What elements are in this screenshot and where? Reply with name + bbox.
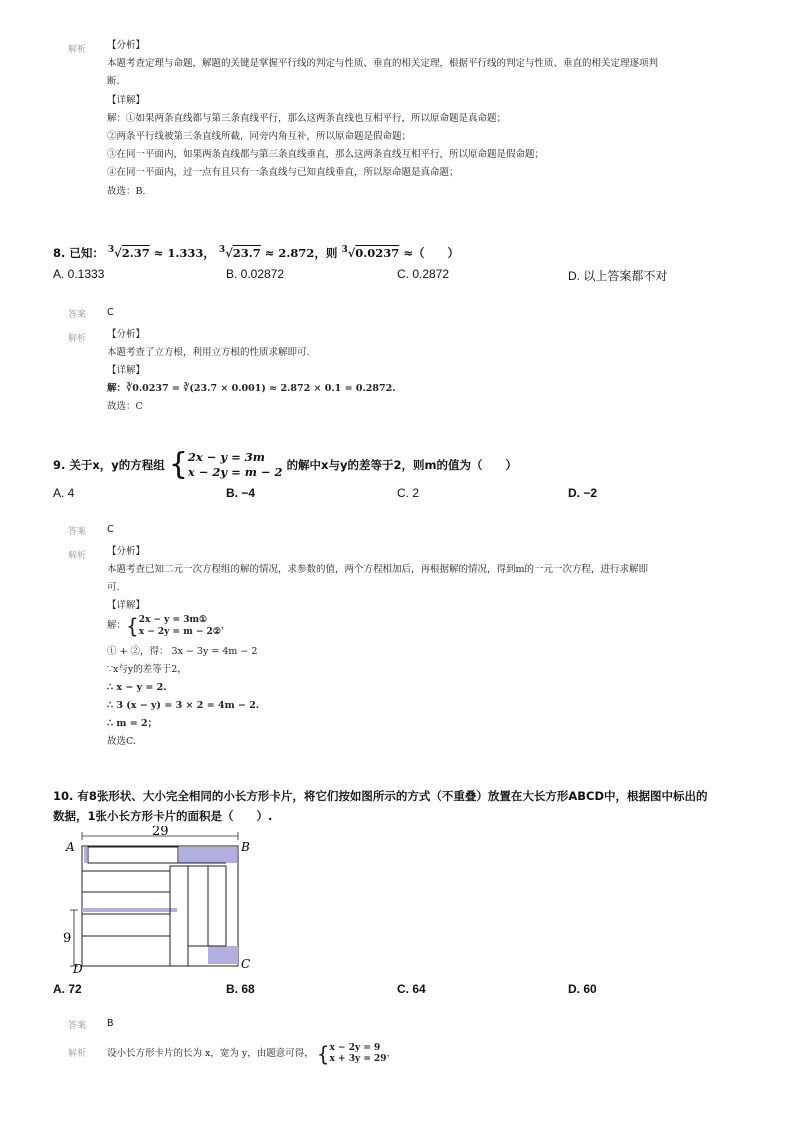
top-analysis-line: 本题考查定理与命题，解题的关键是掌握平行线的判定与性质、垂直的相关定理，根据平行线的判定与性质、垂直的相关定理逐项判 bbox=[107, 58, 659, 69]
q9-analysis-line: 【分析】 bbox=[107, 546, 146, 557]
q9-option-c[interactable]: C. 2 bbox=[397, 486, 420, 500]
q9-detail-line: 【详解】 bbox=[107, 600, 146, 611]
top-length-label: 29 bbox=[152, 826, 169, 839]
q10-option-b[interactable]: B. 68 bbox=[226, 982, 255, 996]
q9-step: ∴ 3 (x − y) = 3 × 2 = 4m − 2. bbox=[107, 700, 260, 711]
q9-analysis-line: 可. bbox=[107, 582, 120, 593]
q8-answer: C bbox=[107, 307, 114, 318]
q9-option-a[interactable]: A. 4 bbox=[53, 486, 75, 500]
question-8-stem: 8. 已知： $^3$√2.37 ≈ 1.333， $^3$√23.7 ≈ 2.872，则 $^3$√0.0237 ≈（ ） bbox=[53, 245, 459, 260]
top-detail-line: ②两条平行线被第三条直线所截，同旁内角互补，所以原命题是假命题； bbox=[107, 131, 412, 142]
top-analysis-line: 断. bbox=[107, 76, 120, 87]
q8-option-c[interactable]: C. 0.2872 bbox=[397, 267, 450, 281]
analysis-label: 解析 bbox=[68, 45, 87, 55]
top-detail-line: ④在同一平面内，过一点有且只有一条直线与已知直线垂直，所以原命题是真命题； bbox=[107, 167, 459, 178]
top-detail-line: 解：①如果两条直线都与第三条直线平行，那么这两条直线也互相平行，所以原命题是真命题； bbox=[107, 113, 507, 124]
vertex-c-label: C bbox=[241, 957, 250, 971]
q9-step: ① + ②，得： 3x − 3y = 4m − 2 bbox=[107, 646, 258, 657]
answer-label: 答案 bbox=[68, 1021, 87, 1031]
top-detail-line: 【详解】 bbox=[107, 95, 146, 106]
vertex-a-label: A bbox=[66, 840, 75, 854]
q10-answer: B bbox=[107, 1018, 114, 1029]
shaded-region bbox=[84, 847, 87, 863]
q8-conclusion: 故选：C bbox=[107, 401, 143, 412]
q8-option-d[interactable]: D. 以上答案都不对 bbox=[568, 269, 668, 283]
q9-option-b[interactable]: B. −4 bbox=[226, 486, 256, 500]
shaded-region bbox=[82, 908, 177, 912]
q9-conclusion: 故选C. bbox=[107, 736, 136, 747]
shaded-region bbox=[208, 946, 238, 964]
top-analysis-line: 【分析】 bbox=[107, 40, 146, 51]
rectangle-figure bbox=[60, 826, 250, 974]
q8-option-a[interactable]: A. 0.1333 bbox=[53, 267, 105, 281]
q9-analysis-line: 本题考查已知二元一次方程组的解的情况，求参数的值，两个方程相加后，再根据解的情况，得到m的一元一次方程，进行求解即 bbox=[107, 564, 649, 575]
vertex-d-label: D bbox=[73, 962, 83, 974]
q9-step: ∴ m = 2； bbox=[107, 718, 158, 729]
q10-option-a[interactable]: A. 72 bbox=[53, 982, 82, 996]
top-conclusion: 故选：B. bbox=[107, 186, 146, 197]
answer-label: 答案 bbox=[68, 527, 87, 537]
q8-analysis-line: 【分析】 bbox=[107, 329, 146, 340]
q10-solution: 设小长方形卡片的长为 x，宽为 y，由题意可得， {x − 2y = 9 x + 3y = 29， bbox=[107, 1042, 397, 1066]
q9-option-d[interactable]: D. −2 bbox=[568, 486, 598, 500]
question-9-stem: 9. 关于x，y的方程组 {2x − y = 3m x − 2y = m − 2 的解中x与y的差等于2，则m的值为（ ） bbox=[53, 447, 517, 482]
q9-solution-system: 解：{2x − y = 3m① x − 2y = m − 2②， bbox=[107, 614, 231, 638]
answer-label: 答案 bbox=[68, 310, 87, 320]
analysis-label: 解析 bbox=[68, 334, 87, 344]
shaded-region bbox=[179, 847, 237, 863]
q9-answer: C bbox=[107, 524, 114, 535]
analysis-label: 解析 bbox=[68, 1049, 87, 1059]
vertex-b-label: B bbox=[241, 840, 250, 854]
q8-option-b[interactable]: B. 0.02872 bbox=[226, 267, 285, 281]
question-10-stem-line2: 数据，1张小长方形卡片的面积是（ ）. bbox=[53, 809, 273, 823]
left-length-label: 9 bbox=[63, 931, 72, 946]
q9-step: ∵x与y的差等于2， bbox=[107, 664, 187, 675]
top-detail-line: ③在同一平面内，如果两条直线都与第三条直线垂直，那么这两条直线互相平行，所以原命题是假命题； bbox=[107, 149, 545, 160]
q8-solution: 解：∛0.0237 = ∛(23.7 × 0.001) ≈ 2.872 × 0.1 = 0.2872. bbox=[107, 383, 396, 394]
analysis-label: 解析 bbox=[68, 551, 87, 561]
q9-step: ∴ x − y = 2. bbox=[107, 682, 167, 693]
question-10-stem-line1: 10. 有8张形状、大小完全相同的小长方形卡片，将它们按如图所示的方式（不重叠）放置在大长方形ABCD中，根据图中标出的 bbox=[53, 789, 708, 803]
q8-analysis-line: 本题考查了立方根，利用立方根的性质求解即可. bbox=[107, 347, 310, 358]
q8-detail-line: 【详解】 bbox=[107, 365, 146, 376]
q10-option-c[interactable]: C. 64 bbox=[397, 982, 426, 996]
q10-option-d[interactable]: D. 60 bbox=[568, 982, 597, 996]
